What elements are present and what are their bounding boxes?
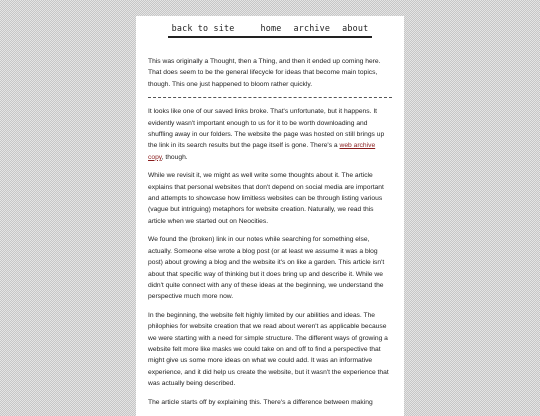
- paragraph-text: It looks like one of our saved links broke. That's unfortunate, but it happens. It evidently wasn't important enough to us for it to be worth downloading and shuffling away in our folders. The website the page was hosted on still brings up the link in its search results but the page itself is gone. There's a: [148, 108, 385, 150]
- article-paragraph: In the beginning, the website felt highly limited by our abilities and ideas. The philophies for website creation that we read about weren't as applicable because we were starting with a need for simple structure. The different ways of growing a website felt more like masks we could take on and off to find a perspective that might give us some more ideas on what we could add. It was an informative experience, and it did help us create the website, but it wasn't the experience that was actually being described.: [148, 311, 389, 388]
- web-archive-link[interactable]: web archive copy: [148, 142, 376, 161]
- article-paragraph: While we revisit it, we might as well write some thoughts about it. The article explains that personal websites that don't depend on social media are important and attempts to showcase how limitless websites can be through listing various (vague but intriguing) metaphors for website creation. Naturally, we read this article when we started out on Neocities.: [148, 172, 384, 225]
- page-column: [136, 16, 404, 416]
- article-paragraph: [148, 106, 392, 163]
- paragraph-text: , though.: [161, 153, 188, 161]
- nav-about-link[interactable]: about: [342, 23, 369, 33]
- nav-back-to-site-link[interactable]: back to site: [171, 23, 235, 33]
- intro-note: This was originally a Thought, then a Thing, and then it ended up coming here. That does seem to be the general lifecycle for ideas that become main topics, though. This one just happened to bloom rather quickly.: [148, 58, 381, 88]
- article-body: [148, 56, 392, 408]
- article-paragraph: The article starts off by explaining this. There's a difference between making: [148, 398, 373, 406]
- top-nav: [168, 23, 372, 38]
- article-paragraph: We found the (broken) link in our notes while searching for something else, actually. Someone else wrote a blog post (or at least we assume it was a blog post) about growing a blog and the website it's on like a garden. This article isn't about that specific way of thinking but it does bring up and describe it. While we didn't quite connect with any of these ideas at the beginning, we understand the perspective much more now.: [148, 236, 385, 301]
- section-divider: [148, 97, 392, 98]
- nav-archive-link[interactable]: archive: [293, 23, 331, 33]
- nav-home-link[interactable]: home: [260, 23, 282, 33]
